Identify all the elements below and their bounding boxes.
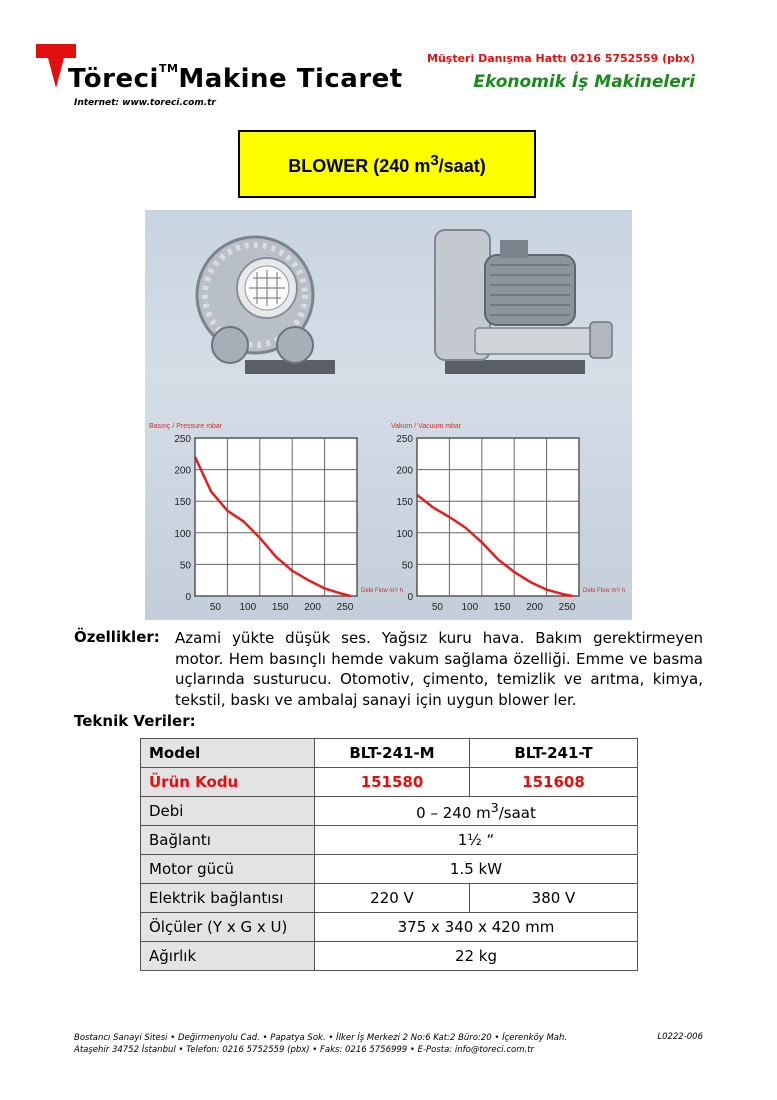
code-t: 151608 xyxy=(470,768,638,797)
y-tick-label: 100 xyxy=(174,528,191,540)
slogan: Ekonomik İş Makineleri xyxy=(473,72,695,92)
flow-suffix: /saat xyxy=(498,804,536,822)
model-t: BLT-241-T xyxy=(470,739,638,768)
x-tick-label: 250 xyxy=(336,602,354,613)
y-tick-label: 250 xyxy=(396,434,413,445)
conn-label: Bağlantı xyxy=(141,826,315,855)
x-tick-label: 250 xyxy=(558,602,576,613)
features-label: Özellikler: xyxy=(74,628,160,646)
elec-t: 380 V xyxy=(470,884,638,913)
title-prefix: BLOWER (240 m xyxy=(288,155,431,176)
x-axis-label: Debi Flow m³/ h xyxy=(583,588,626,594)
y-tick-label: 100 xyxy=(396,528,413,540)
logo-t-bar xyxy=(36,44,76,58)
x-tick-label: 200 xyxy=(526,602,543,613)
brand-rest: Makine Ticaret xyxy=(178,64,403,94)
document-ref: L0222-006 xyxy=(657,1032,703,1042)
spec-table xyxy=(140,738,638,971)
y-tick-label: 150 xyxy=(396,497,413,509)
table-row-connection xyxy=(141,826,638,855)
x-axis-label: Debi Flow m³/ h xyxy=(361,588,404,594)
footer-line-2: Ataşehir 34752 İstanbul • Telefon: 0216 5752559 (pbx) • Faks: 0216 5756999 • E-Posta: info@toreci.com.tr xyxy=(74,1045,535,1055)
power-label: Motor gücü xyxy=(141,855,315,884)
pressure-chart-plot xyxy=(174,434,403,613)
weight-value: 22 kg xyxy=(315,942,638,971)
logo-t-stem xyxy=(48,58,64,88)
product-title xyxy=(288,152,485,177)
table-row-model xyxy=(141,739,638,768)
y-tick-label: 0 xyxy=(407,592,413,603)
y-tick-label: 0 xyxy=(185,592,191,603)
trademark: TM xyxy=(158,62,179,75)
table-row-dimensions xyxy=(141,913,638,942)
x-tick-label: 100 xyxy=(239,602,257,613)
blower-side-view xyxy=(435,230,612,374)
blower-front-view xyxy=(197,237,335,374)
code-m: 151580 xyxy=(315,768,470,797)
x-tick-label: 150 xyxy=(493,602,511,613)
table-row-weight xyxy=(141,942,638,971)
product-illustration xyxy=(145,210,632,620)
code-label: Ürün Kodu xyxy=(141,768,315,797)
vacuum-chart-title: Vakum / Vacuum mbar xyxy=(391,423,462,430)
tech-data-label: Teknik Veriler: xyxy=(74,712,196,730)
y-tick-label: 200 xyxy=(174,465,191,477)
vacuum-chart xyxy=(391,423,625,613)
y-tick-label: 250 xyxy=(174,434,191,445)
title-sup: 3 xyxy=(430,151,439,169)
x-tick-label: 200 xyxy=(304,602,321,613)
table-row-code xyxy=(141,768,638,797)
pressure-chart-title: Basınç / Pressure mbar xyxy=(149,423,223,430)
plot-area xyxy=(417,438,579,596)
flow-value xyxy=(315,797,638,826)
conn-value: 1½ “ xyxy=(315,826,638,855)
title-suffix: /saat) xyxy=(438,155,486,176)
y-tick-label: 50 xyxy=(179,560,191,572)
footer-line-1: Bostancı Sanayi Sitesi • Değirmenyolu Cad. • Papatya Sok. • İlker İş Merkezi 2 No:6 Kat:2 Büro:20 • İçerenköy Mah. xyxy=(74,1033,568,1043)
y-tick-label: 150 xyxy=(174,497,191,509)
x-tick-label: 100 xyxy=(461,602,479,613)
y-tick-label: 200 xyxy=(396,465,413,477)
y-tick-label: 50 xyxy=(401,560,413,572)
hotline: Müşteri Danışma Hattı 0216 5752559 (pbx) xyxy=(427,52,695,65)
table-row-electric xyxy=(141,884,638,913)
power-value: 1.5 kW xyxy=(315,855,638,884)
plot-area xyxy=(195,438,357,596)
table-row-power xyxy=(141,855,638,884)
dim-label: Ölçüler (Y x G x U) xyxy=(141,913,315,942)
brand-name: Töreci xyxy=(68,64,159,94)
footer-address xyxy=(74,1032,567,1056)
elec-label: Elektrik bağlantısı xyxy=(141,884,315,913)
x-tick-label: 150 xyxy=(271,602,289,613)
model-m: BLT-241-M xyxy=(315,739,470,768)
flow-sup: 3 xyxy=(490,800,499,815)
flow-label: Debi xyxy=(141,797,315,826)
product-photo-and-charts xyxy=(145,210,632,620)
model-label: Model xyxy=(141,739,315,768)
vacuum-chart-plot xyxy=(396,434,625,613)
elec-m: 220 V xyxy=(315,884,470,913)
weight-label: Ağırlık xyxy=(141,942,315,971)
flow-prefix: 0 – 240 m xyxy=(416,804,491,822)
table-row-flow xyxy=(141,797,638,826)
internet-address: Internet: www.toreci.com.tr xyxy=(74,98,216,108)
dim-value: 375 x 340 x 420 mm xyxy=(315,913,638,942)
features-text: Azami yükte düşük ses. Yağsız kuru hava. Bakım gerektirmeyen motor. Hem basınçlı hemde vakum sağlama özelliği. Emme ve basma uçlarında susturucu. Otomotiv, çimento, temizlik ve arıtma, kimya, tekstil, baskı ve ambalaj sanayi için uygun blower ler. xyxy=(175,629,703,709)
x-tick-label: 50 xyxy=(431,602,443,613)
brand-title xyxy=(68,64,403,94)
product-title-box xyxy=(238,130,536,198)
x-tick-label: 50 xyxy=(209,602,221,613)
pressure-chart xyxy=(149,423,403,613)
